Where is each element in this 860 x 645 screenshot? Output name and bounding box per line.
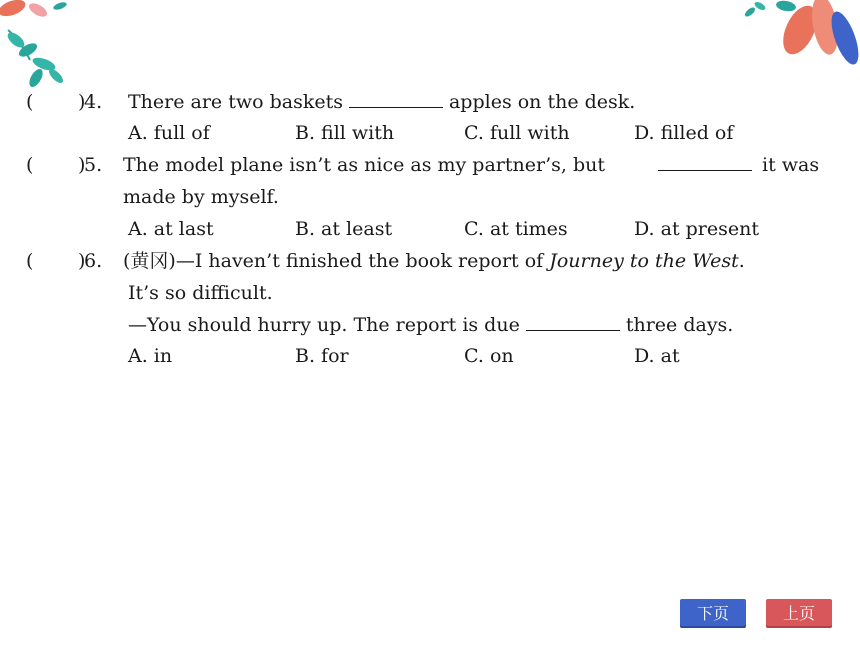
option-a: A. at last bbox=[128, 218, 214, 240]
question-text: apples on the desk. bbox=[448, 91, 636, 113]
answer-paren-close: ) bbox=[78, 250, 86, 272]
leaf-decoration-right-icon bbox=[730, 0, 860, 75]
question-4-options bbox=[0, 118, 860, 148]
previous-page-button[interactable]: 上页 bbox=[766, 599, 832, 628]
question-text: —You should hurry up. The report is due bbox=[128, 314, 520, 336]
answer-paren-close: ) bbox=[78, 91, 86, 113]
option-c: C. on bbox=[464, 345, 514, 367]
answer-paren-close: ) bbox=[78, 154, 86, 176]
question-number: 4. bbox=[84, 91, 103, 113]
question-text: —I haven’t finished the book report of bbox=[175, 250, 544, 272]
question-text: . bbox=[738, 250, 745, 272]
question-text: it was bbox=[762, 154, 820, 176]
answer-blank bbox=[349, 87, 443, 108]
option-c: C. at times bbox=[464, 218, 568, 240]
question-text: made by myself. bbox=[123, 186, 279, 208]
option-b: B. for bbox=[295, 345, 349, 367]
question-text: It’s so difficult. bbox=[128, 282, 273, 304]
answer-blank bbox=[658, 150, 752, 171]
question-6-options bbox=[0, 341, 860, 371]
answer-paren-open: ( bbox=[26, 91, 34, 113]
leaf-decoration-left-icon bbox=[0, 0, 80, 95]
answer-paren-open: ( bbox=[26, 154, 34, 176]
book-title: Journey to the West bbox=[549, 250, 739, 272]
question-5-stem bbox=[0, 150, 860, 180]
question-text: There are two baskets bbox=[128, 91, 343, 113]
question-source: (黄冈) bbox=[123, 250, 176, 272]
question-5-stem-cont bbox=[0, 182, 860, 212]
question-4-stem bbox=[0, 87, 860, 117]
question-number: 6. bbox=[84, 250, 103, 272]
question-number: 5. bbox=[84, 154, 103, 176]
option-d: D. at bbox=[634, 345, 680, 367]
answer-blank bbox=[526, 310, 620, 331]
option-c: C. full with bbox=[464, 122, 570, 144]
option-d: D. filled of bbox=[634, 122, 734, 144]
answer-paren-open: ( bbox=[26, 250, 34, 272]
option-d: D. at present bbox=[634, 218, 759, 240]
question-6-dialogue bbox=[0, 310, 860, 340]
option-b: B. at least bbox=[295, 218, 393, 240]
question-5-options bbox=[0, 214, 860, 244]
option-a: A. in bbox=[128, 345, 173, 367]
question-6-stem-cont bbox=[0, 278, 860, 308]
question-text: The model plane isn’t as nice as my partner’s, but bbox=[123, 154, 605, 176]
question-text: three days. bbox=[625, 314, 734, 336]
option-a: A. full of bbox=[128, 122, 210, 144]
option-b: B. fill with bbox=[295, 122, 395, 144]
question-6-stem bbox=[0, 246, 860, 276]
next-page-button[interactable]: 下页 bbox=[680, 599, 746, 628]
